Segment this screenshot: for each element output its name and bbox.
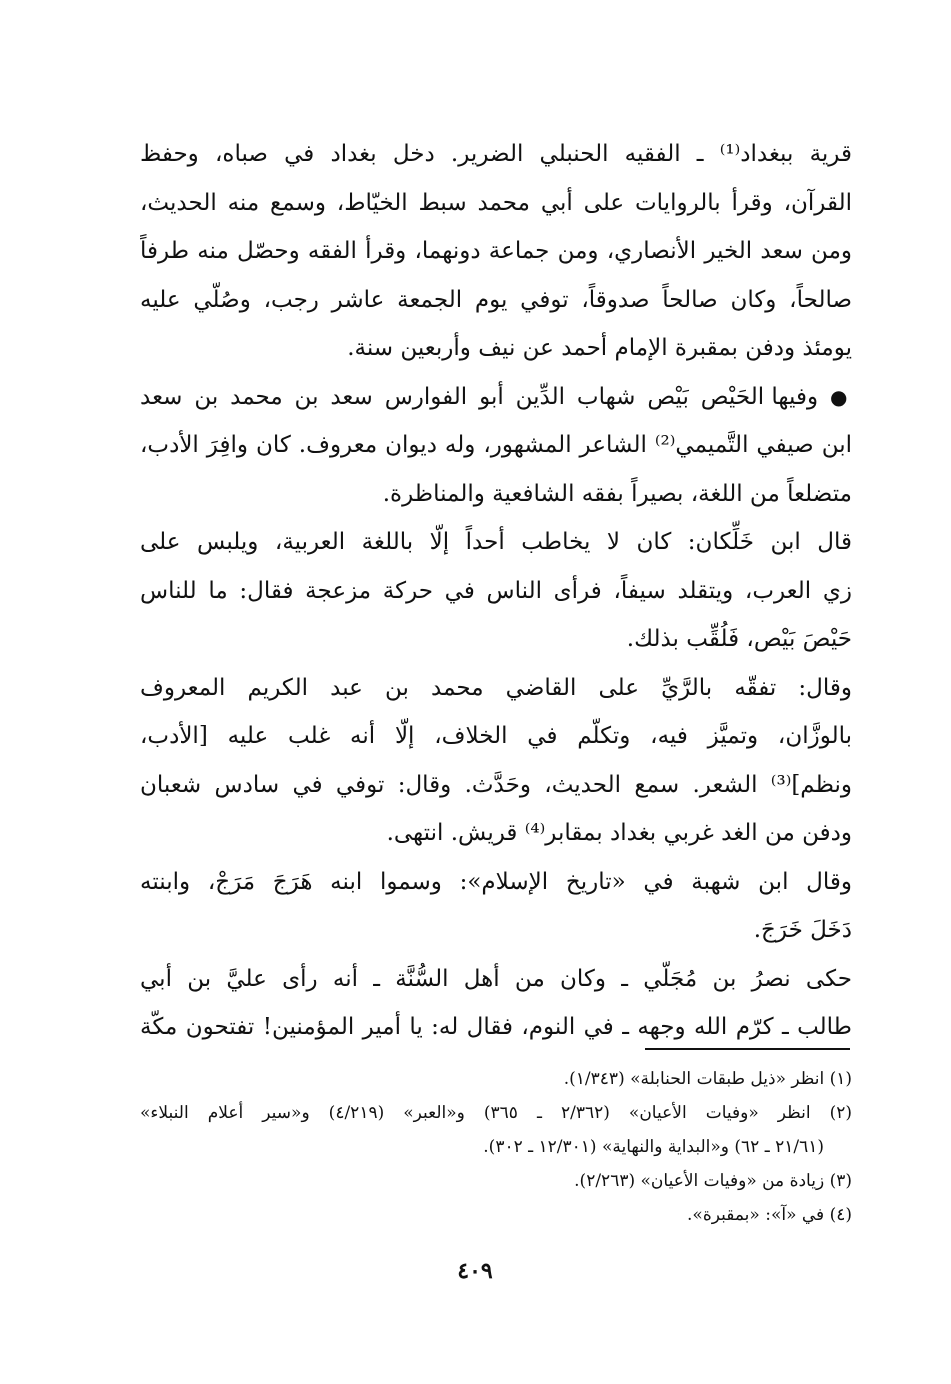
paragraph [140, 664, 852, 858]
footnote-continuation: (٢١/٦١ ـ ٦٢) و«البداية والنهاية» (١٢/٣٠١ ـ ٣٠٢). [483, 1137, 824, 1157]
footnote: (٤) في «آ»: «بمقبرة». [687, 1205, 852, 1225]
text-line: قرية ببغداد⁽¹⁾ ـ الفقيه الحنبلي الضرير. دخل بغداد في صباه، وحفظ [140, 141, 852, 167]
text-line: ابن صيفي التَّميمي⁽²⁾ الشاعر المشهور، وله ديوان معروف. كان وافِرَ الأدب، [140, 432, 852, 458]
text-line-content: وفيها الحَيْص بَيْص شهاب الدِّين أبو الفوارس سعد بن محمد بن سعد [140, 383, 819, 410]
paragraph [140, 518, 852, 664]
text-line: متضلعاً من اللغة، بصيراً بفقه الشافعية والمناظرة. [382, 480, 852, 507]
text-line: ومن سعد الخير الأنصاري، ومن جماعة دونهما، وقرأ الفقه وحصّل منه طرفاً [140, 238, 852, 264]
text-line: القرآن، وقرأ بالروايات على أبي محمد سبط الخيّاط، وسمع منه الحديث، [140, 189, 852, 216]
text-line: بالوزَّان، وتميَّز فيه، وتكلّم في الخلاف، إلّا أنه غلب عليه [الأدب، [140, 723, 852, 749]
footnote: (١) انظر «ذيل طبقات الحنابلة» (١/٣٤٣). [563, 1069, 852, 1089]
text-line: وقال: تفقّه بالرَّيِّ على القاضي محمد بن عبد الكريم المعروف [140, 674, 852, 701]
text-line: ودفن من الغد غربي بغداد بمقابر⁽⁴⁾ قريش. انتهى. [386, 820, 852, 846]
text-line: وقال ابن شهبة في «تاريخ الإسلام»: وسموا ابنه هَرَجَ مَرَجْ، وابنته [140, 868, 852, 895]
paragraph [140, 955, 852, 1052]
text-line: طالب ـ كرّم الله وجهه ـ في النوم، فقال له: يا أمير المؤمنين! تفتحون مكّة [140, 1014, 852, 1040]
text-line: حَيْصَ بَيْص، فَلُقِّب بذلك. [626, 626, 852, 652]
bullet-icon: ● [829, 384, 852, 409]
text-line: ونظم]⁽³⁾ الشعر. سمع الحديث، وحَدَّث. وقال: توفي في سادس شعبان [140, 771, 852, 798]
text-line: زي العرب، ويتقلد سيفاً، فرأى الناس في حركة مزعجة فقال: ما للناس [140, 577, 852, 604]
main-text [140, 130, 852, 1052]
text-line: حكى نصرُ بن مُجَلّي ـ وكان من أهل السُّنَّة ـ أنه رأى عليَّ بن أبي [140, 965, 852, 992]
paragraph [140, 858, 852, 955]
text-line: دَخَلَ خَرَجَ. [753, 917, 852, 943]
footnotes [140, 1062, 852, 1232]
footnote: (٣) زيادة من «وفيات الأعيان» (٢/٢٦٣). [574, 1171, 852, 1191]
text-line: صالحاً، وكان صالحاً صدوقاً، توفي يوم الجمعة عاشر رجب، وصُلّي عليه [140, 286, 852, 313]
page-number: ٤٠٩ [457, 1258, 493, 1284]
footnote: (٢) انظر «وفيات الأعيان» (٢/٣٦٢ ـ ٣٦٥) و«العبر» (٤/٢١٩) و«سير أعلام النبلاء» [140, 1103, 852, 1123]
paragraph [140, 373, 852, 519]
text-line: يومئذ ودفن بمقبرة الإمام أحمد عن نيف وأربعين سنة. [347, 335, 852, 361]
text-line: قال ابن خَلِّكان: كان لا يخاطب أحداً إلّا باللغة العربية، ويلبس على [140, 529, 852, 555]
footnote-separator [645, 1048, 850, 1050]
paragraph [140, 130, 852, 373]
text-line [140, 373, 852, 422]
